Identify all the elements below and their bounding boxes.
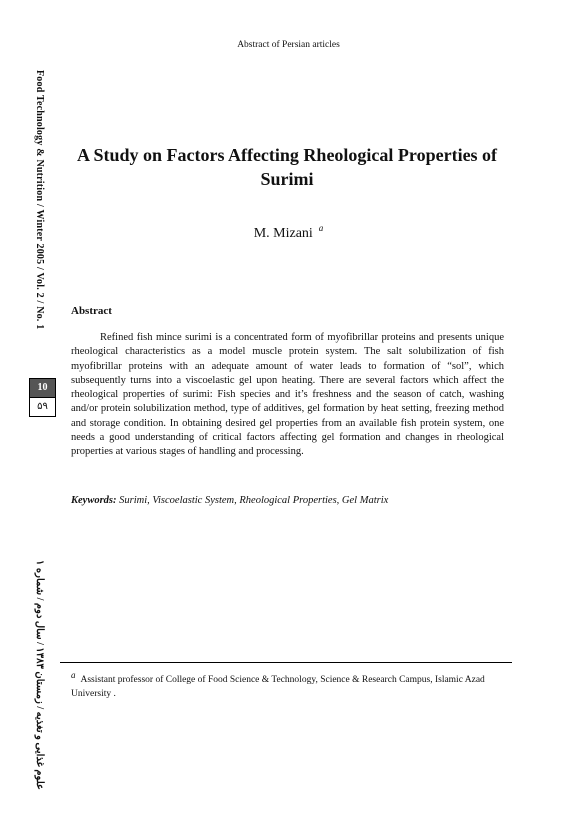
article-title: A Study on Factors Affecting Rheological Properties of Surimi: [76, 145, 498, 189]
page-number-box: [29, 378, 56, 417]
running-head: Abstract of Persian articles: [237, 40, 340, 50]
journal-citation-en: Food Technology & Nutrition / Winter 2005 / Vol. 2 / No. 1: [34, 70, 45, 330]
keywords-line: [71, 495, 504, 506]
footnote: [71, 668, 511, 701]
author-line: [0, 223, 577, 242]
journal-citation-fa: علوم غذایی و تغذیه / زمستان ۱۳۸۳ / سال دوم / شماره ۱: [34, 560, 45, 790]
author-affiliation-mark: a: [318, 223, 324, 233]
keywords-label: Keywords:: [71, 495, 117, 506]
abstract-text: Refined fish mince surimi is a concentrated form of myofibrillar proteins and presents unique rheological characteristics as a model muscle protein system. The salt solubilization of fish myofibrillar proteins with an adequate amount of water leads to formation of “sol”, which subsequently turns into a viscoelastic gel upon heating. There are several factors which affect the rheological properties of surimi: Fish species and it’s freshness and the season of catch, washing and/or protein solubilization method, type of additives, gel formation by heat setting, freezing method and storage condition. In obtaining desired gel properties from an available fish protein system, one needs a good understanding of critical factors affecting gel formation and changes in rheological properties at various stages of handling and processing.: [71, 332, 504, 458]
page-number-en: 10: [30, 379, 55, 397]
author-name: M. Mizani: [253, 226, 313, 241]
footnote-mark: a: [71, 670, 76, 680]
page-number-fa: ۵۹: [30, 397, 55, 416]
keywords-text: Surimi, Viscoelastic System, Rheological Properties, Gel Matrix: [119, 495, 389, 506]
abstract-heading: Abstract: [71, 305, 112, 317]
footnote-divider: [60, 662, 512, 663]
footnote-text: Assistant professor of College of Food Science & Technology, Science & Research Campus, Islamic Azad University .: [71, 675, 485, 700]
